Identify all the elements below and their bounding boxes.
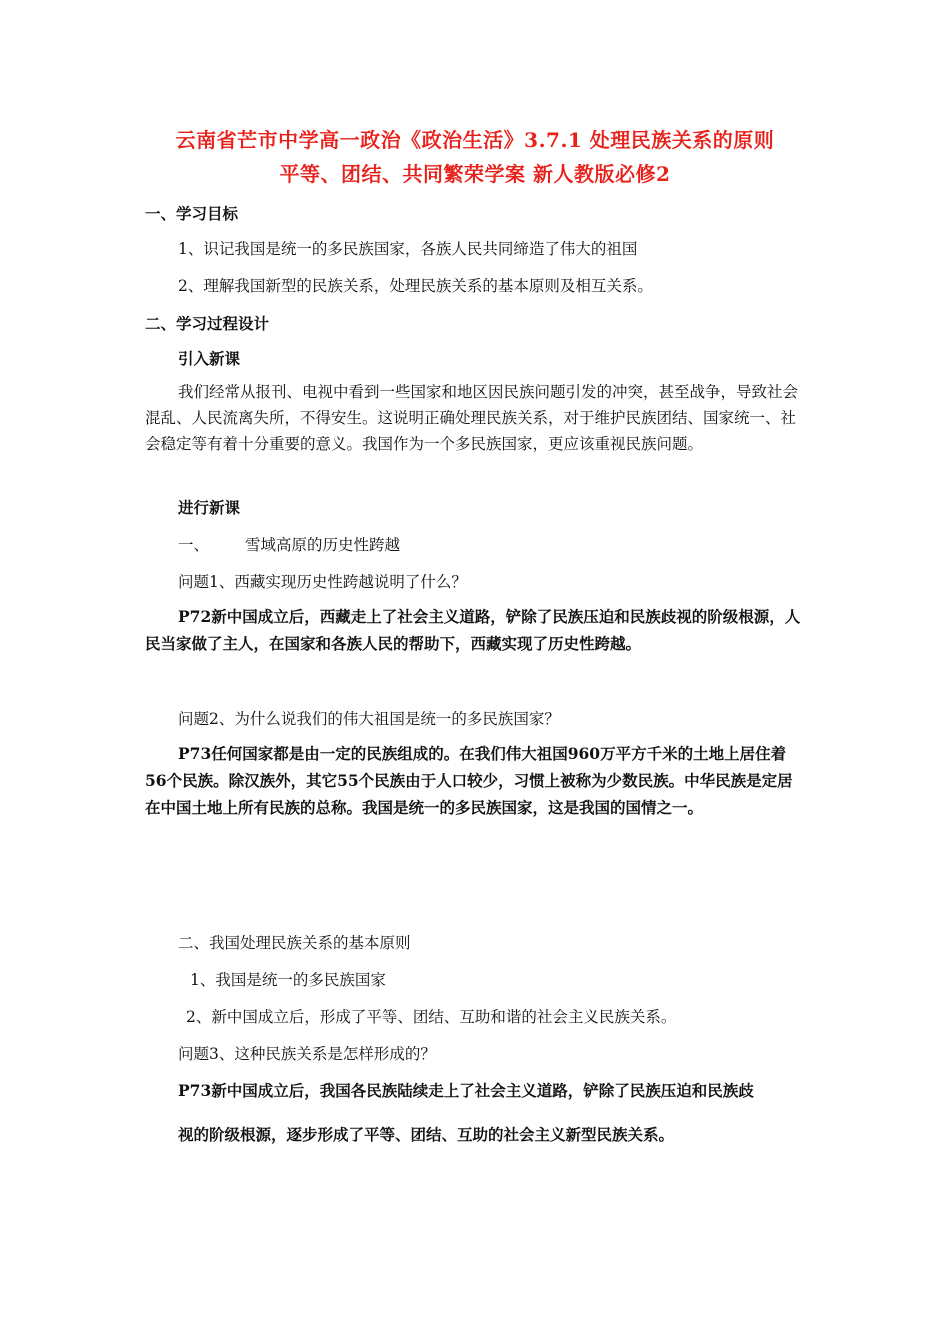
answer-3-line2: 视的阶级根源，逐步形成了平等、团结、互助的社会主义新型民族关系。	[178, 1125, 675, 1144]
principle-item-2: 2、新中国成立后，形成了平等、团结、互助和谐的社会主义民族关系。	[186, 1008, 677, 1026]
answer-2: P73任何国家都是由一定的民族组成的。在我们伟大祖国960万平方千米的土地上居住着56个民族。除汉族外，其它55个民族由于人口较少，习惯上被称为少数民族。中华民族是定居在中国土地上所有民族的总称。我国是统一的多民族国家，这是我国的国情之一。	[145, 744, 793, 817]
question-3: 问题3、这种民族关系是怎样形成的？	[178, 1045, 436, 1063]
intro-paragraph: 我们经常从报刊、电视中看到一些国家和地区因民族问题引发的冲突，甚至战争，导致社会混乱、人民流离失所，不得安生。这说明正确处理民族关系，对于维护民族团结、国家统一、社会稳定等有着十分重要的意义。我国作为一个多民族国家，更应该重视民族问题。	[145, 383, 799, 453]
part1-title: 雪域高原的历史性跨越	[245, 536, 401, 554]
question-1: 问题1、西藏实现历史性跨越说明了什么？	[178, 573, 467, 591]
objective-item-2: 2、理解我国新型的民族关系，处理民族关系的基本原则及相互关系。	[178, 277, 653, 295]
section1-heading: 一、学习目标	[145, 204, 239, 223]
document-title-line2: 平等、团结、共同繁荣学案 新人教版必修2	[279, 162, 671, 186]
principle-item-1: 1、我国是统一的多民族国家	[190, 971, 386, 989]
part2-title: 二、我国处理民族关系的基本原则	[178, 934, 411, 952]
document-title-line1: 云南省芒市中学高一政治《政治生活》3.7.1 处理民族关系的原则	[175, 128, 775, 152]
section2-heading: 二、学习过程设计	[145, 314, 270, 333]
intro-heading: 引入新课	[178, 349, 241, 368]
answer-3-line1: P73新中国成立后，我国各民族陆续走上了社会主义道路，铲除了民族压迫和民族歧	[178, 1081, 754, 1100]
part1-number: 一、	[178, 536, 210, 554]
new-lesson-heading: 进行新课	[178, 498, 241, 517]
answer-1: P72新中国成立后，西藏走上了社会主义道路，铲除了民族压迫和民族歧视的阶级根源，人民当家做了主人，在国家和各族人民的帮助下，西藏实现了历史性跨越。	[145, 607, 801, 653]
question-2: 问题2、为什么说我们的伟大祖国是统一的多民族国家？	[178, 710, 560, 728]
objective-item-1: 1、识记我国是统一的多民族国家，各族人民共同缔造了伟大的祖国	[178, 240, 638, 258]
